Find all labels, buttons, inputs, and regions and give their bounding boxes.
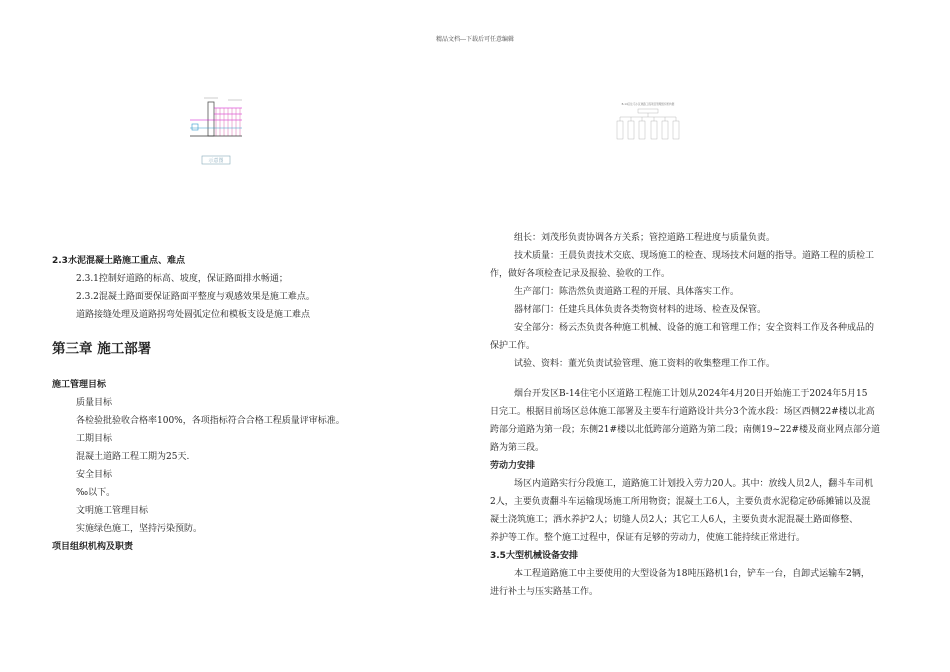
cross-section-figure	[184, 94, 246, 166]
paragraph: 保护工作。	[490, 341, 536, 351]
section-heading: 3.5大型机械设备安排	[490, 551, 578, 561]
paragraph: 安全部分：杨云杰负责各种施工机械、设备的施工和管理工作；安全资料工作及各种成品的	[514, 323, 875, 333]
paragraph: 本工程道路施工中主要使用的大型设备为18吨压路机1台，铲车一台，自卸式运输车2辆，	[514, 569, 870, 579]
paragraph: 日完工。根据目前场区总体施工部署及主要车行道路设计共分3个流水段：场区西侧22#楼以北高	[490, 407, 875, 417]
page-header: 精品文档---下载后可任意编辑	[435, 36, 515, 43]
paragraph: 道路接缝处理及道路拐弯处圆弧定位和模板支设是施工难点	[76, 310, 311, 320]
paragraph: 烟台开发区B-14住宅小区道路工程施工计划从2024年4月20日开始施工于2024年5月15	[514, 389, 868, 399]
paragraph: 作，做好各项检查记录及报验、验收的工作。	[490, 269, 671, 279]
paragraph: 器材部门：任建兵具体负责各类物资材料的进场、检查及保管。	[514, 305, 767, 315]
subheading: 工期目标	[76, 434, 113, 444]
paragraph: 技术质量：王晨负责技术交底、现场施工的检查、现场技术问题的指导。道路工程的质检工	[514, 251, 875, 261]
paragraph: 场区内道路实行分段施工，道路施工计划投入劳力20人。其中：放线人员2人，翻斗车司机	[514, 479, 874, 489]
paragraph: 各检验批验收合格率100%，各项指标符合合格工程质量评审标准。	[76, 416, 345, 426]
paragraph: 2人，主要负责翻斗车运输现场施工所用物资；混凝土工6人，主要负责水泥稳定砂砾摊铺以及混	[490, 497, 871, 507]
section-heading: 项目组织机构及职责	[52, 542, 134, 552]
subheading: 安全目标	[76, 470, 113, 480]
subheading: 文明施工管理目标	[76, 506, 149, 516]
paragraph: 实施绿色施工，坚持污染预防。	[76, 524, 203, 534]
section-heading: 2.3水泥混凝土路施工重点、难点	[52, 256, 185, 266]
paragraph: 组长：刘茂彤负责协调各方关系；管控道路工程进度与质量负责。	[514, 233, 776, 243]
section-heading: 劳动力安排	[490, 461, 536, 471]
paragraph: 路为第三段。	[490, 443, 545, 453]
section-heading: 施工管理目标	[52, 380, 107, 390]
paragraph: 跨部分道路为第一段；东侧21#楼以北低跨部分道路为第二段；南侧19~22#楼及商业网点部分道	[490, 425, 880, 435]
paragraph: ‰以下。	[76, 488, 116, 498]
paragraph: 2.3.2混凝土路面要保证路面平整度与观感效果是施工难点。	[76, 292, 315, 302]
paragraph: 养护等工作。整个施工过程中，保证有足够的劳动力，使施工能持续正常进行。	[490, 533, 806, 543]
org-chart-figure	[608, 100, 688, 148]
org-chart-title: B-14区住宅小区道路工程项目管理组织机构图	[621, 103, 675, 106]
right-column	[490, 229, 900, 601]
figure-caption: 示意图	[208, 158, 224, 164]
paragraph: 2.3.1控制好道路的标高、坡度，保证路面排水畅通；	[76, 274, 288, 284]
left-column	[52, 252, 442, 556]
paragraph: 凝土浇筑施工；洒水养护2人；切缝人员2人；其它工人6人，主要负责水泥混凝土路面修整、	[490, 515, 859, 525]
paragraph: 生产部门：陈浩然负责道路工程的开展、具体落实工作。	[514, 287, 740, 297]
paragraph: 进行补土与压实路基工作。	[490, 587, 599, 597]
chapter-title: 第三章 施工部署	[52, 341, 152, 357]
paragraph: 试验、资料：董光负责试验管理、施工资料的收集整理工作工作。	[514, 359, 776, 369]
subheading: 质量目标	[76, 398, 113, 408]
paragraph: 混凝土道路工程工期为25天.	[76, 452, 190, 462]
